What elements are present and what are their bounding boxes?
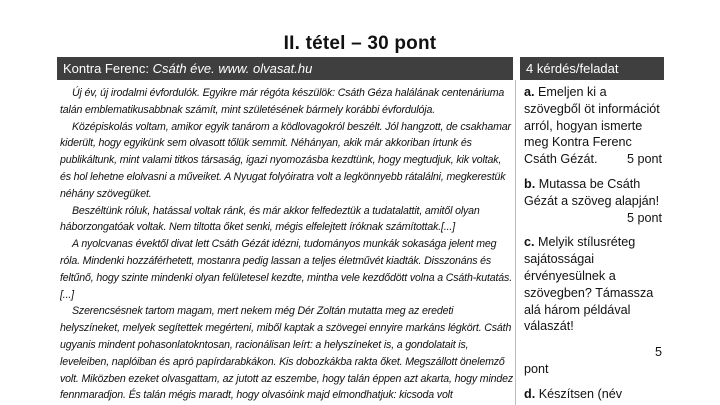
source-bar bbox=[57, 57, 513, 80]
question-text: Mutassa be Csáth Gézát a szöveg alapján! bbox=[524, 176, 660, 208]
source-author: Kontra Ferenc: bbox=[63, 61, 153, 76]
question-text: Készítsen (név bbox=[538, 386, 623, 401]
tasks-count-label: 4 kérdés/feladat bbox=[526, 61, 619, 76]
question-points-number: 5 bbox=[654, 345, 662, 360]
question-points: 5 pont bbox=[626, 210, 662, 225]
question-letter: d. bbox=[524, 386, 536, 401]
question-c bbox=[524, 234, 662, 377]
source-title: Csáth éve. www. olvasat.hu bbox=[152, 61, 313, 76]
page-title: II. tétel – 30 pont bbox=[283, 33, 437, 54]
source-text bbox=[60, 85, 514, 405]
question-letter: c. bbox=[524, 235, 535, 250]
paragraph: Új év, új irodalmi évfordulók. Egyikre már régóta készülök: Csáth Géza halálának centenáriuma talán emblematikusabbnak számít, mint születésének bármely korábbi évfordulója. bbox=[60, 87, 505, 116]
question-points: 5 pont bbox=[626, 152, 662, 167]
question-b bbox=[524, 176, 662, 226]
paragraph: Beszéltünk róluk, hatással voltak ránk, és már akkor felfedeztük a tudatalattit, amitől olyan háborzongatóak voltak. Nem tiltotta őket senki, mégis elfelejtett íróknak számítottak.[...] bbox=[60, 204, 480, 234]
paragraph: A nyolcvanas évektől divat lett Csáth Gézát idézni, tudományos munkák sokasága jelent meg róla. Mindenki hozzáférhetett, mostanra pedig lassan a teljes életművét kiadták. Disszonáns és feltűnő, hogy szinte mindenki olyan felületesel kezdte, mintha vele kezdődött volna a Csáth-kutatás. [...] bbox=[60, 238, 512, 301]
question-letter: a. bbox=[524, 85, 535, 99]
question-points-unit: pont bbox=[524, 361, 549, 376]
questions-column bbox=[524, 84, 662, 405]
question-text: Emeljen ki a szövegből öt információt arról, hogyan ismerte meg Kontra Ferenc Csáth Gézát. bbox=[524, 85, 660, 167]
question-letter: b. bbox=[524, 176, 536, 191]
question-a bbox=[524, 84, 662, 168]
question-d bbox=[524, 386, 662, 403]
question-text: Melyik stílusréteg sajátosságai érvényesülnek a szövegben? Támassza alá három példával válaszát! bbox=[524, 235, 654, 334]
tasks-bar bbox=[520, 57, 664, 80]
paragraph: Középiskolás voltam, amikor egyik tanárom a ködlovagokról beszélt. Jól hangzott, de csakhamar kiderült, hogy egyikünk sem olvasott tőlük semmit. Néhányan, akik már akkoriban írtunk és publikáltunk, mint valami titkos társaság, igazi nyomozásba kezdtünk, hogy megtudjuk, kik voltak, és hol lehetne elolvasni a műveiket. A Nyugat folyóiratra volt a legkönnyebb rátalálni, megkerestük néhány szövegüket. bbox=[60, 120, 511, 200]
column-divider bbox=[515, 80, 516, 405]
paragraph: Szerencsésnek tartom magam, mert nekem még Dér Zoltán mutatta meg az eredeti helyszíneket, melyek segítettek megérteni, miből kaptak a szövegei ennyire markáns légkört. Csáth ugyanis mindent pohasonlatokntosan, racionálisan leírt: a helyszíneket is, a gondolatait is, leveleiben, naplóiban és apró papírdarabkákon. Kis dobozkákba rakta őket. Megszállott önelemző volt. Miközben ezeket olvasgattam, az jutott az eszembe, hogy talán éppen azt akarta, hogy mindez fennmaradjon. És talán mégis maradt, hogy olvasóink majd elmondhatjuk: kicsoda volt bbox=[60, 305, 514, 402]
